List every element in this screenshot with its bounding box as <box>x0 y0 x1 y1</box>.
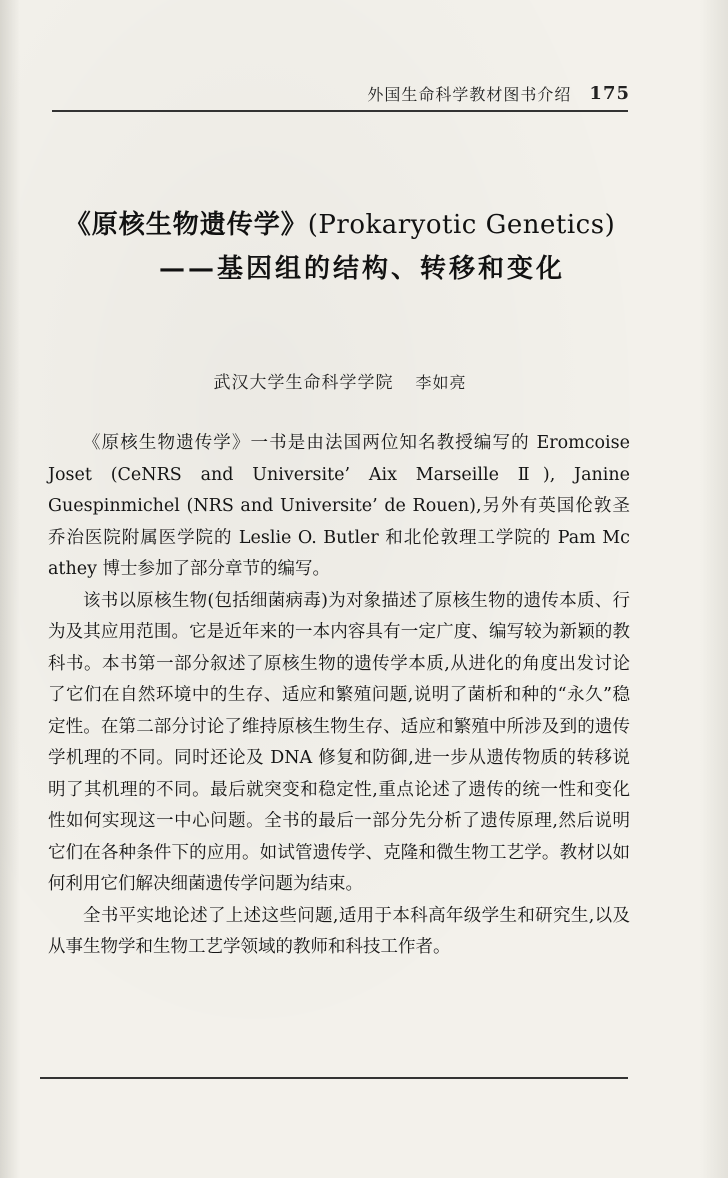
paragraph: 全书平实地论述了上述这些问题,适用于本科高年级学生和研究生,以及从事生物学和生物工艺学领域的教师和科技工作者。 <box>48 905 630 957</box>
article-title <box>52 205 628 245</box>
article-title-block <box>52 205 628 289</box>
running-title: 外国生命科学教材图书介绍 <box>367 84 572 104</box>
running-header <box>310 78 630 108</box>
article-title-en: (Prokaryotic Genetics) <box>307 210 616 240</box>
article-subtitle: ——基因组的结构、转移和变化 <box>158 254 565 284</box>
paragraph: 《原核生物遗传学》一书是由法国两位知名教授编写的 Eromcoise Joset (CeNRS and Universite’ Aix Marseille Ⅱ), Janine Guespinmichel (NRS and Universite’ de Rouen),另外有英国伦敦圣乔治医院附属医学院的 Leslie O. Butler 和北伦敦理工学院的 Pam Mc athey 博士参加了部分章节的编写。 <box>48 433 630 579</box>
article-body <box>48 428 630 964</box>
paragraph: 该书以原核生物(包括细菌病毒)为对象描述了原核生物的遗传本质、行为及其应用范围。它是近年来的一本内容具有一定广度、编写较为新颖的教科书。本书第一部分叙述了原核生物的遗传学本质,从进化的角度出发讨论了它们在自然环境中的生存、适应和繁殖问题,说明了菌析和种的“永久”稳定性。在第二部分讨论了维持原核生物生存、适应和繁殖中所涉及到的遗传学机理的不同。同时还论及 DNA 修复和防御,进一步从遗传物质的转移说明了其机理的不同。最后就突变和稳定性,重点论述了遗传的统一性和变化性如何实现这一中心问题。全书的最后一部分先分析了遗传原理,然后说明它们在各种条件下的应用。如试管遗传学、克隆和微生物工艺学。教材以如何利用它们解决细菌遗传学问题为结束。 <box>48 590 630 894</box>
author-name: 李如亮 <box>415 373 467 392</box>
article-title-zh: 《原核生物遗传学》 <box>64 210 308 240</box>
affiliation: 武汉大学生命科学学院 <box>213 373 394 393</box>
header-rule <box>52 110 628 112</box>
bottom-rule <box>40 1077 628 1079</box>
page-number: 175 <box>589 82 630 104</box>
author-line <box>52 368 628 393</box>
